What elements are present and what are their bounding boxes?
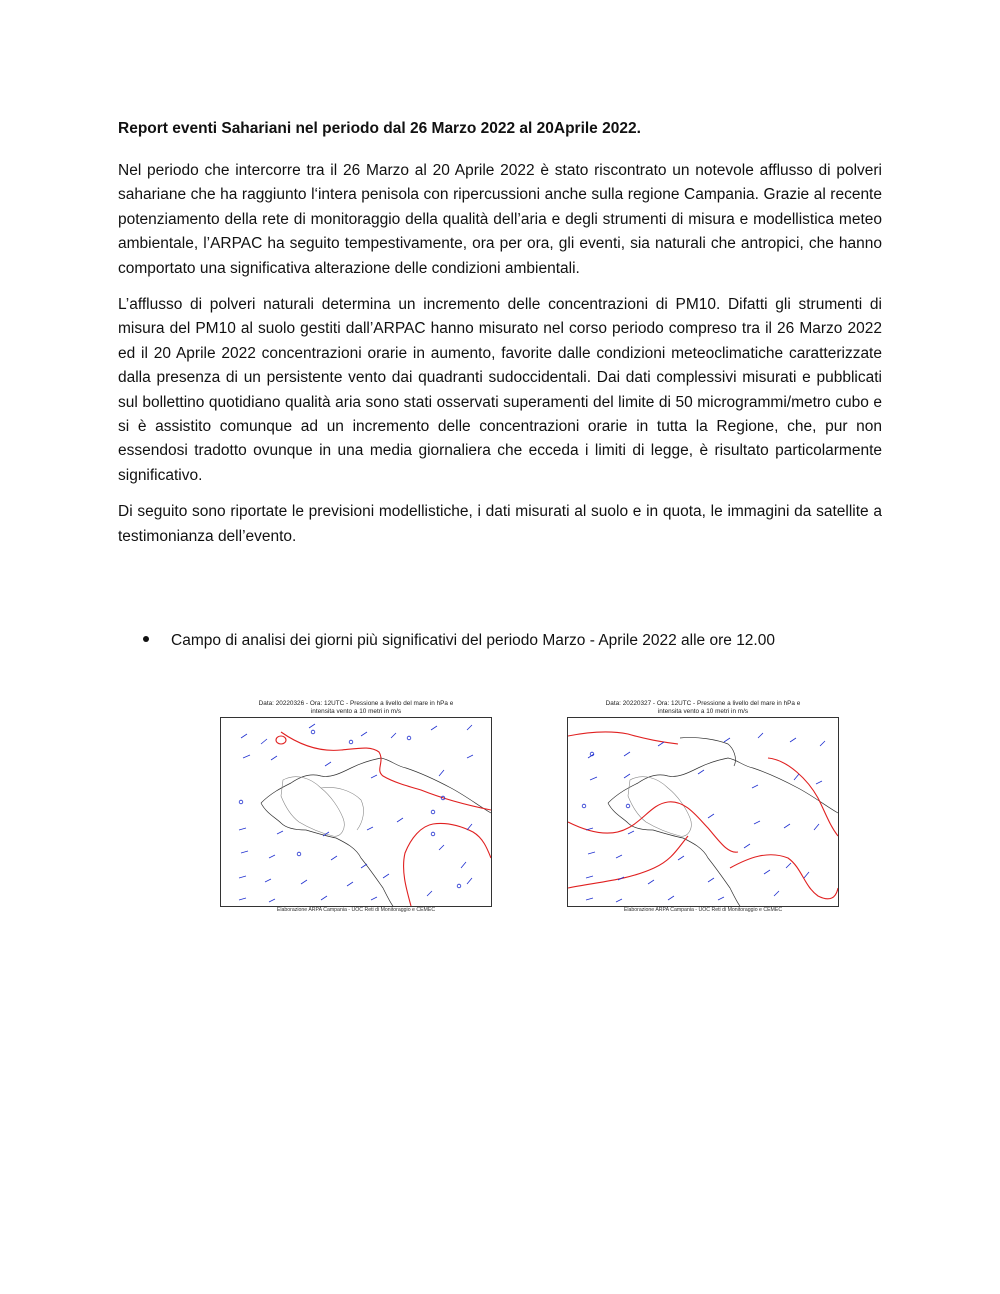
- figure-1-title-line-1: Data: 20220326 - Ora: 12UTC - Pressione a livello del mare in hPa e: [258, 700, 454, 707]
- figure-2-title: [567, 700, 839, 715]
- region-border: [628, 777, 691, 837]
- figure-1-map: [220, 717, 492, 907]
- figure-2-map-svg: [568, 718, 838, 906]
- figure-1-title: [220, 700, 492, 715]
- document-body: [118, 118, 882, 561]
- wind-barbs: [239, 724, 473, 902]
- report-title: Report eventi Sahariani nel periodo dal 26 Marzo 2022 al 20Aprile 2022.: [118, 120, 641, 137]
- weather-map-figure-1: [220, 700, 492, 916]
- bullet-item: [143, 630, 775, 652]
- figure-2-title-line-2: intensita vento a 10 metri in m/s: [657, 707, 749, 715]
- paragraph-intro: Nel periodo che intercorre tra il 26 Marzo al 20 Aprile 2022 è stato riscontrato un notevole afflusso di polveri sahariane che ha raggiunto l‘intera penisola con ripercussioni anche sulla regione Campania. Grazie al recente potenziamento della rete di monitoraggio della qualità dell’aria e degli strumenti di misura e modellistica meteo ambientale, l’ARPAC ha seguito tempestivamente, ora per ora, gli eventi, sia naturali che antropici, che hanno comportato una significativa alterazione delle condizioni ambientali.: [118, 162, 882, 277]
- figure-1-title-line-2: intensita vento a 10 metri in m/s: [310, 707, 402, 715]
- bullet-text: Campo di analisi dei giorni più significativi del periodo Marzo - Aprile 2022 alle ore 12.00: [171, 632, 775, 649]
- isobars: [276, 732, 491, 906]
- paragraph-pm10: L’afflusso di polveri naturali determina un incremento delle concentrazioni di PM10. Difatti gli strumenti di misura del PM10 al suolo gestiti dall’ARPAC hanno misurato nel corso periodo compreso tra il 26 Marzo 2022 ed il 20 Aprile 2022 concentrazioni orarie in aumento, favorite dalle condizioni meteoclimatiche caratterizzate dalla presenza di un persistente vento dai quadranti sudoccidentali. Dai dati complessivi misurati e pubblicati sul bollettino quotidiano qualità aria sono stati osservati superamenti del limite di 50 microgrammi/metro cubo e si è assistito comunque ad un incremento delle concentrazioni orarie in tutta la Regione, che, pur non essendosi tradotto ovunque in una media giornaliera che ecceda i limiti di legge, è risultato particolarmente significativo.: [118, 296, 882, 484]
- coastline: [608, 737, 838, 906]
- figure-2-title-line-1: Data: 20220327 - Ora: 12UTC - Pressione a livello del mare in hPa e: [605, 700, 801, 707]
- figure-1-map-svg: [221, 718, 491, 906]
- region-border: [281, 777, 364, 837]
- isobars: [568, 732, 838, 899]
- paragraph-summary: Di seguito sono riportate le previsioni modellistiche, i dati misurati al suolo e in quota, le immagini da satellite a testimonianza dell’evento.: [118, 503, 882, 545]
- calm-circles: [582, 752, 630, 808]
- calm-circles: [239, 730, 461, 888]
- figure-2-footer: Elaborazione ARPA Campania - UOC Reti di Monitoraggio e CEMEC: [623, 907, 783, 913]
- figure-2-map: [567, 717, 839, 907]
- figure-1-footer: Elaborazione ARPA Campania - UOC Reti di Monitoraggio e CEMEC: [276, 907, 436, 913]
- weather-map-figure-2: [567, 700, 839, 916]
- bullet-icon: [143, 636, 149, 642]
- coastline: [261, 758, 491, 906]
